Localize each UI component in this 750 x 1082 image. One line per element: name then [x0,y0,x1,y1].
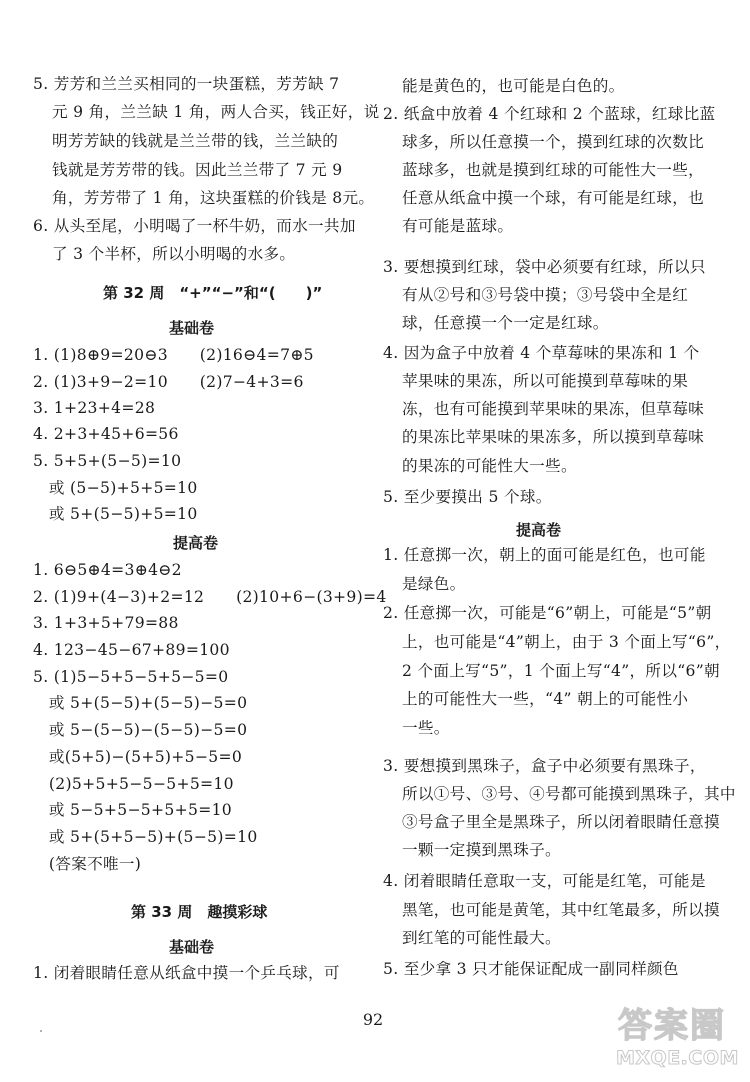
subsection-title-advanced: 提高卷 [516,521,562,539]
text-line: 钱就是芳芳带的钱。因此兰兰带了 7 元 9 [52,161,343,179]
text-line: ③号盒子里全是黑珠子，所以闭着眼睛任意摸 [402,813,720,831]
answer-line: 5. (1)5−5+5−5+5−5=0 [33,668,229,686]
text-line: 元 9 角，兰兰缺 1 角，两人合买，钱正好，说 [52,103,380,121]
answer-line: 或 5−(5−5)−(5−5)−5=0 [33,721,248,739]
section-title-week-32: 第 32 周 “+”“−”和“( )” [103,284,323,302]
text-line: 3. 要想摸到红球，袋中必须要有红球，所以只 [383,258,706,276]
answer-line: 1. 6⊖5⊕4=3⊕4⊖2 [33,561,182,579]
answer-line: 3. 1+23+4=28 [33,399,156,417]
text-line: 5. 芳芳和兰兰买相同的一块蛋糕，芳芳缺 7 [33,75,340,93]
answer-line: (答案不唯一) [33,855,142,873]
text-line: 5. 至少拿 3 只才能保证配成一副同样颜色 [383,960,679,978]
text-line: 上的可能性大一些，“4” 朝上的可能性小 [402,690,689,708]
answer-line: 4. 123−45−67+89=100 [33,641,230,659]
text-line: 有从②号和③号袋中摸；③号袋中全是红 [402,286,689,304]
text-line: 球多，所以任意摸一个，摸到红球的次数比 [402,133,704,151]
text-line: 角，芳芳带了 1 角，这块蛋糕的价钱是 8元。 [52,189,375,207]
answer-line: 2. (1)9+(4−3)+2=12 (2)10+6−(3+9)=4 [33,588,387,606]
answer-line: 4. 2+3+45+6=56 [33,425,179,443]
text-line: 能是黄色的，也可能是白色的。 [402,77,625,95]
text-line: 1. 任意掷一次，朝上的面可能是红色，也可能 [383,546,706,564]
answer-line: 3. 1+3+5+79=88 [33,614,179,632]
text-line: 6. 从头至尾，小明喝了一杯牛奶，而水一共加 [33,217,356,235]
text-line: 4. 闭着眼睛任意取一支，可能是红笔，可能是 [383,872,706,890]
text-line: 5. 至少要摸出 5 个球。 [383,488,552,506]
text-line: 3. 要想摸到黑珠子，盒子中必须要有黑珠子， [383,757,706,775]
watermark-logo: 答案圈 [618,1006,726,1046]
text-line: 有可能是蓝球。 [402,217,514,235]
page-number: 92 [362,1010,384,1029]
subsection-title-basic: 基础卷 [169,938,215,956]
subsection-title-basic: 基础卷 [169,319,215,337]
answer-line: 或 5+(5−5)+5=10 [33,505,198,523]
text-line: 的果冻比苹果味的果冻多，所以摸到草莓味 [402,428,704,446]
subsection-title-advanced: 提高卷 [173,534,219,552]
text-line: 的果冻的可能性大一些。 [402,457,577,475]
watermark-url: MXQE.COM [616,1047,739,1069]
answer-line: 或 5−5+5−5+5+5=10 [33,801,233,819]
answer-line: 1. (1)8⊕9=20⊖3 (2)16⊖4=7⊕5 [33,346,314,364]
text-line: 到红笔的可能性最大。 [402,929,561,947]
text-line: 球，任意摸一个一定是红球。 [402,314,609,332]
text-line: 一颗一定摸到黑珠子。 [402,841,561,859]
text-line: 蓝球多，也就是摸到红球的可能性大一些， [402,161,704,179]
text-line: 2. 任意掷一次，可能是“6”朝上，可能是“5”朝 [383,604,712,622]
answer-line: 5. 5+5+(5−5)=10 [33,452,182,470]
text-line: 黑笔，也可能是黄笔，其中红笔最多，所以摸 [402,901,720,919]
answer-line: 或(5+5)−(5+5)+5−5=0 [33,748,243,766]
text-line: 了 3 个半杯，所以小明喝的水多。 [52,245,296,263]
text-line: 苹果味的果冻，所以可能摸到草莓味的果 [402,372,689,390]
watermark [616,1006,744,1076]
scan-speck [40,1030,42,1032]
text-line: 明芳芳缺的钱就是兰兰带的钱，兰兰缺的 [52,132,339,150]
answer-line: 或 (5−5)+5+5=10 [33,479,198,497]
text-line: 2. 纸盒中放着 4 个红球和 2 个蓝球，红球比蓝 [383,105,716,123]
answer-line: 或 5+(5−5)+(5−5)−5=0 [33,694,248,712]
text-line: 一些。 [402,719,450,737]
text-line: 是绿色。 [402,575,466,593]
text-line: 1. 闭着眼睛任意从纸盒中摸一个乒乓球，可 [33,964,340,982]
section-title-week-33: 第 33 周 趣摸彩球 [131,903,268,921]
text-line: 任意从纸盒中摸一个球，有可能是红球，也 [402,189,704,207]
answer-line: 或 5+(5+5−5)+(5−5)=10 [33,828,258,846]
answer-line: 2. (1)3+9−2=10 (2)7−4+3=6 [33,373,304,391]
text-line: 4. 因为盒子中放着 4 个草莓味的果冻和 1 个 [383,344,700,362]
text-line: 上，也可能是“4”朝上，由于 3 个面上写“6”， [402,633,731,651]
answer-line: (2)5+5+5−5−5+5=10 [33,775,234,793]
text-line: 2 个面上写“5”，1 个面上写“4”，所以“6”朝 [402,662,720,680]
text-line: 所以①号、③号、④号都可能摸到黑珠子，其中 [402,785,736,803]
text-line: 冻，也有可能摸到苹果味的果冻，但草莓味 [402,400,704,418]
